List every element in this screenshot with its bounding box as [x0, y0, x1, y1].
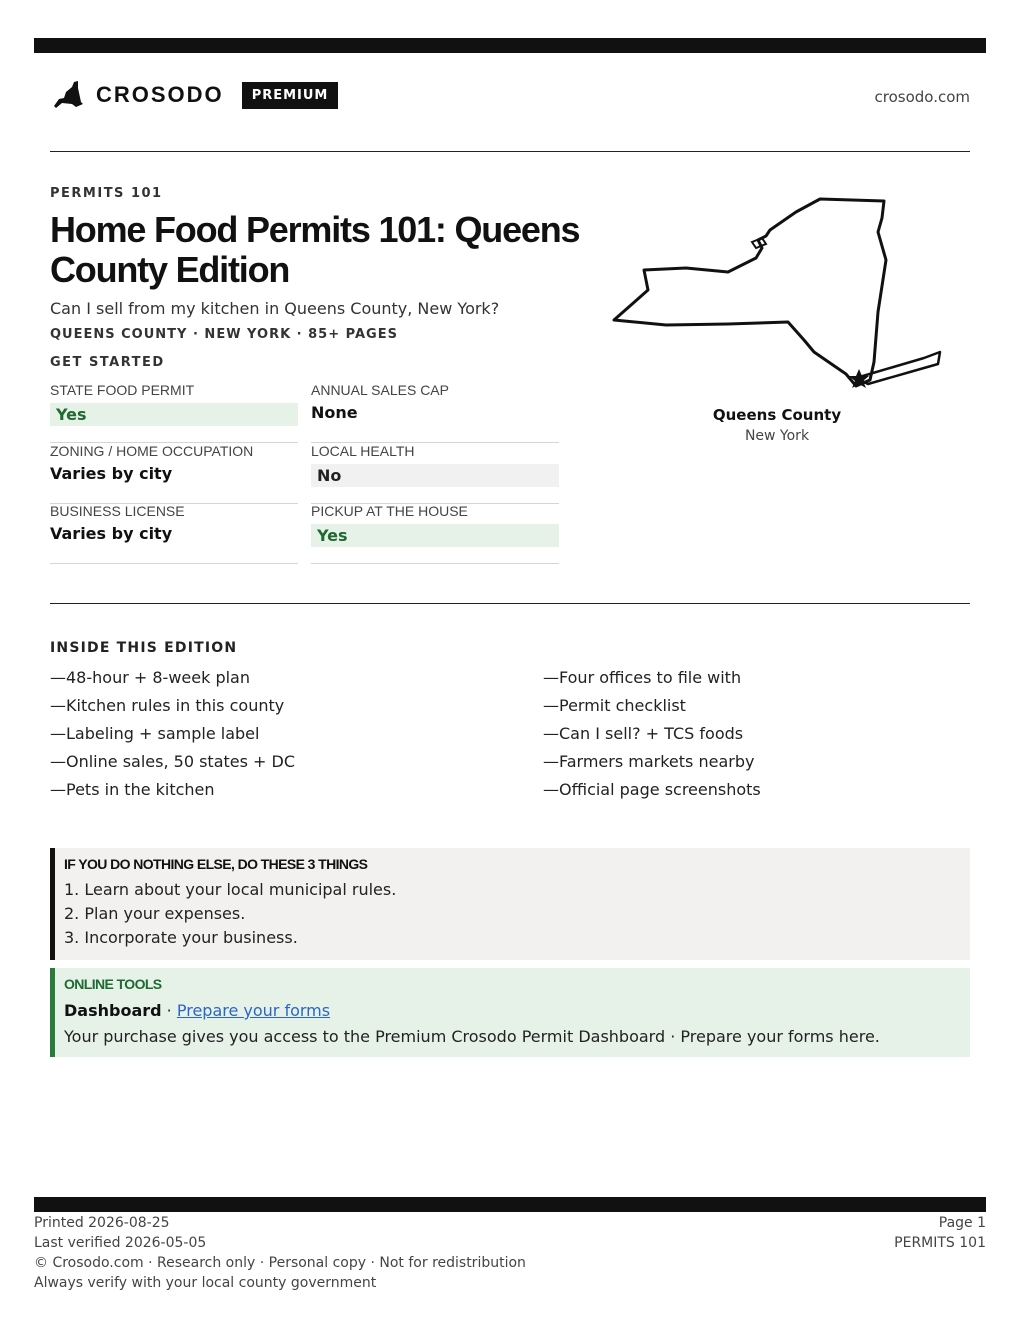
- printed-date: Printed 2026-08-25: [34, 1215, 170, 1231]
- map-state-label: New York: [744, 428, 810, 444]
- field-value: Yes: [50, 403, 298, 426]
- section-eyebrow: PERMITS 101: [50, 186, 163, 201]
- field-annual-sales-cap: [311, 382, 559, 443]
- toc-item: —Online sales, 50 states + DC: [50, 752, 296, 771]
- must-do-callout: [50, 848, 970, 960]
- field-label: BUSINESS LICENSE: [50, 503, 185, 519]
- verify-note: Always verify with your local county government: [34, 1275, 377, 1291]
- map-county-label: Queens County: [712, 406, 842, 424]
- state-map: [606, 192, 948, 402]
- dashboard-label: Dashboard: [64, 1001, 162, 1020]
- field-label: LOCAL HEALTH: [311, 443, 415, 459]
- toc-item: —Kitchen rules in this county: [50, 696, 285, 715]
- top-rule-bar: [34, 38, 986, 53]
- toc-left-column: [50, 664, 480, 804]
- premium-badge: PREMIUM: [242, 82, 339, 109]
- edition-meta: QUEENS COUNTY · NEW YORK · 85+ PAGES: [50, 327, 398, 342]
- page-number: Page 1: [938, 1215, 986, 1231]
- footer-section: PERMITS 101: [894, 1235, 986, 1251]
- section-divider: [50, 603, 970, 604]
- get-started-heading: GET STARTED: [50, 355, 165, 370]
- footer-left: [34, 1213, 526, 1293]
- brand-name: CROSODO: [96, 82, 224, 107]
- must-do-heading: IF YOU DO NOTHING ELSE, DO THESE 3 THINGS: [64, 856, 368, 872]
- field-label: ZONING / HOME OCCUPATION: [50, 443, 254, 459]
- must-do-item: 3. Incorporate your business.: [64, 928, 298, 947]
- field-state-food-permit: [50, 382, 298, 443]
- toc-item: —Four offices to file with: [543, 668, 742, 687]
- dashboard-line: [64, 998, 970, 1024]
- footer-rule-bar: [34, 1197, 986, 1212]
- field-value: Varies by city: [50, 464, 173, 483]
- toc-item: —Permit checklist: [543, 696, 686, 715]
- new-york-outline: [614, 199, 886, 386]
- toc-right-column: [543, 664, 973, 804]
- page-subtitle: Can I sell from my kitchen in Queens County, New York?: [50, 299, 500, 318]
- toc-item: —Farmers markets nearby: [543, 752, 755, 771]
- site-link[interactable]: crosodo.com: [874, 88, 970, 106]
- footer-right: [894, 1213, 986, 1253]
- field-value: Yes: [311, 524, 559, 547]
- tools-description: Your purchase gives you access to the Premium Crosodo Permit Dashboard · Prepare your forms here.: [64, 1027, 880, 1046]
- page-title: Home Food Permits 101: Queens County Edition: [50, 209, 580, 290]
- field-local-health: [311, 443, 559, 504]
- prepare-forms-link[interactable]: Prepare your forms: [176, 1001, 331, 1020]
- online-tools-heading: ONLINE TOOLS: [64, 976, 162, 992]
- page-header: [50, 80, 970, 114]
- brand-logo[interactable]: [50, 80, 338, 110]
- toc-item: —Labeling + sample label: [50, 724, 260, 743]
- copyright-notice: © Crosodo.com · Research only · Personal copy · Not for redistribution: [34, 1255, 526, 1271]
- toc-item: —Pets in the kitchen: [50, 780, 215, 799]
- online-tools-callout: [50, 968, 970, 1057]
- field-label: STATE FOOD PERMIT: [50, 382, 195, 398]
- must-do-item: 1. Learn about your local municipal rules.: [64, 880, 397, 899]
- field-value: No: [311, 464, 559, 487]
- separator: ·: [161, 1001, 177, 1020]
- inside-edition-heading: INSIDE THIS EDITION: [50, 640, 238, 656]
- field-value: Varies by city: [50, 524, 173, 543]
- new-york-state-icon: [50, 80, 84, 110]
- must-do-item: 2. Plan your expenses.: [64, 904, 246, 923]
- field-business-license: [50, 503, 298, 564]
- field-zoning: [50, 443, 298, 504]
- verified-date: Last verified 2026-05-05: [34, 1235, 207, 1251]
- toc-item: —Can I sell? + TCS foods: [543, 724, 744, 743]
- field-pickup: [311, 503, 559, 564]
- field-label: PICKUP AT THE HOUSE: [311, 503, 468, 519]
- toc-item: —48-hour + 8-week plan: [50, 668, 250, 687]
- header-divider: [50, 151, 970, 152]
- toc-item: —Official page screenshots: [543, 780, 761, 799]
- field-value: None: [311, 403, 358, 422]
- field-label: ANNUAL SALES CAP: [311, 382, 449, 398]
